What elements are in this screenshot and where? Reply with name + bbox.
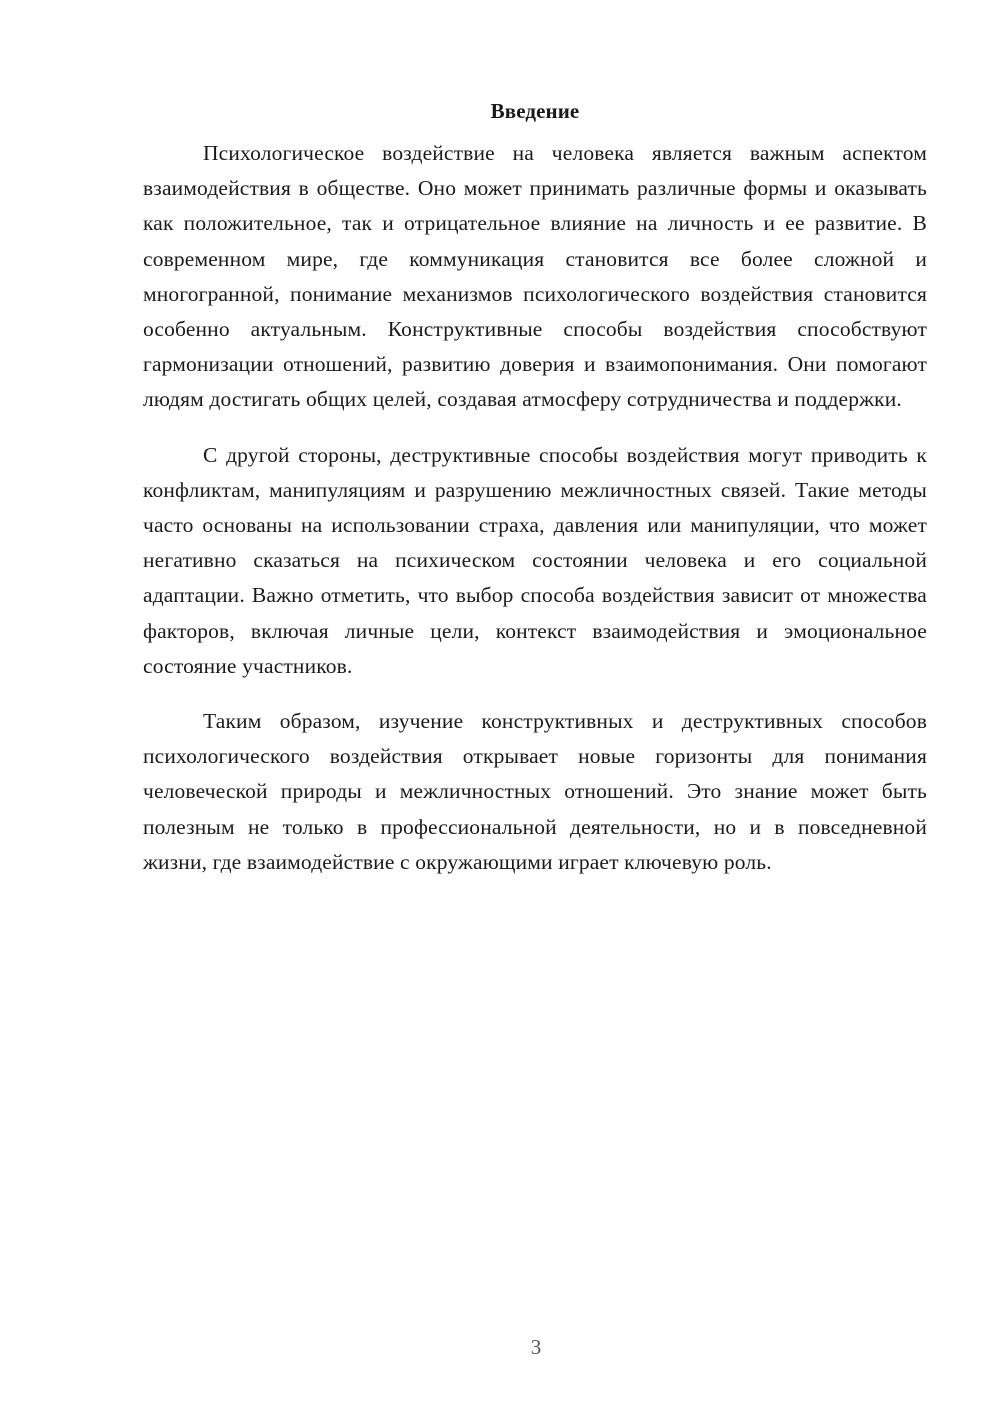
section-heading: Введение [490, 99, 580, 123]
paragraph-1: Психологическое воздействие на человека является важным аспектом взаимодействия в обществе. Оно может принимать различные формы и оказывать как положительное, так и отрицательное влияние на личность и ее развитие. В современном мире, где коммуникация становится все более сложной и многогранной, понимание механизмов психологического воздействия становится особенно актуальным. Конструктивные способы воздействия способствуют гармонизации отношений, развитию доверия и взаимопонимания. Они помогают людям достигать общих целей, создавая атмосферу сотрудничества и поддержки. [143, 141, 927, 412]
page-content [143, 96, 927, 880]
page-number: 3 [530, 1335, 542, 1359]
paragraph-3: Таким образом, изучение конструктивных и деструктивных способов психологического воздействия открывает новые горизонты для понимания человеческой природы и межличностных отношений. Это знание может быть полезным не только в профессиональной деятельности, но и в повседневной жизни, где взаимодействие с окружающими играет ключевую роль. [143, 709, 927, 874]
paragraph-2: С другой стороны, деструктивные способы воздействия могут приводить к конфликтам, манипуляциям и разрушению межличностных связей. Такие методы часто основаны на использовании страха, давления или манипуляции, что может негативно сказаться на психическом состоянии человека и его социальной адаптации. Важно отметить, что выбор способа воздействия зависит от множества факторов, включая личные цели, контекст взаимодействия и эмоциональное состояние участников. [143, 442, 927, 678]
